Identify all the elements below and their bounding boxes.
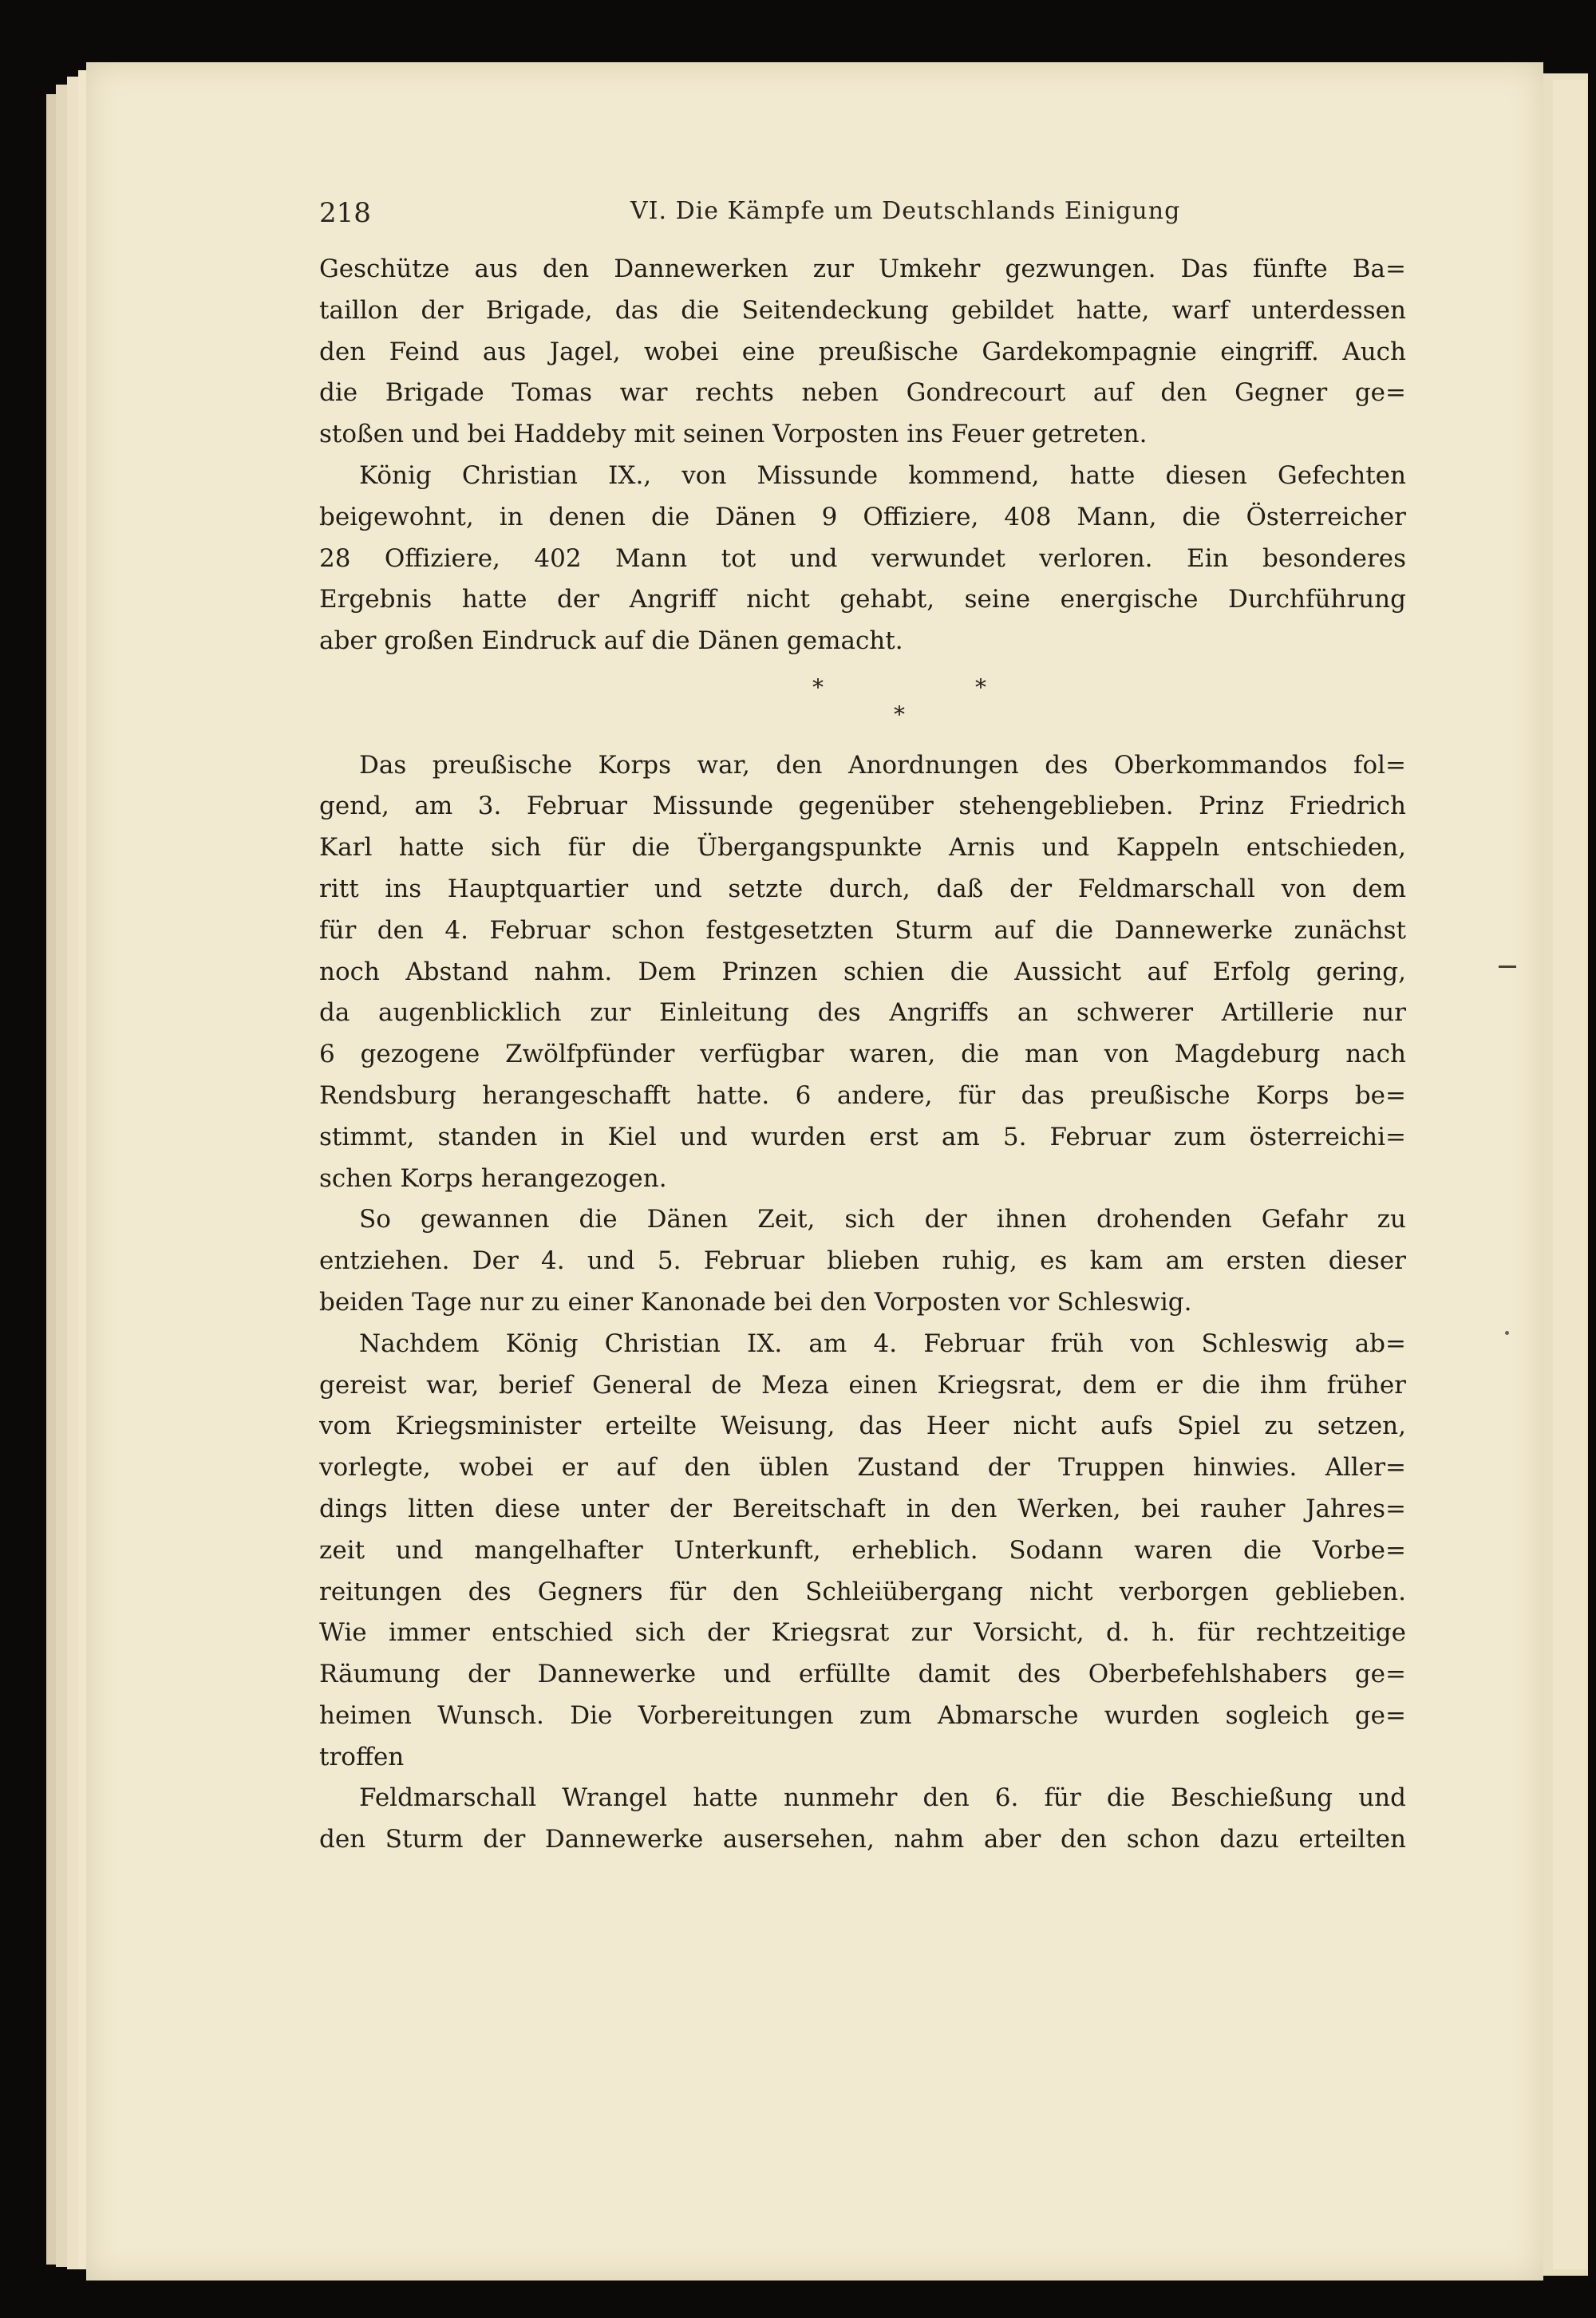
text-line: Nachdem König Christian IX. am 4. Februar früh von Schleswig ab= xyxy=(359,1329,1406,1358)
text-line: ritt ins Hauptquartier und setzte durch, daß der Feldmarschall von dem xyxy=(319,874,1406,903)
margin-pencil-mark xyxy=(1499,966,1516,968)
text-line: Räumung der Dannewerke und erfüllte damit des Oberbefehlshabers ge= xyxy=(319,1660,1406,1689)
running-title: VI. Die Kämpfe um Deutschlands Einigung xyxy=(630,197,1181,225)
text-line: Ergebnis hatte der Angriff nicht gehabt, seine energische Durchführung xyxy=(319,585,1406,614)
text-line: entziehen. Der 4. und 5. Februar blieben ruhig, es kam am ersten dieser xyxy=(319,1246,1406,1276)
facing-page-edge xyxy=(1553,80,1586,2269)
text-line: beiden Tage nur zu einer Kanonade bei den Vorposten vor Schleswig. xyxy=(319,1287,1192,1317)
text-line: vorlegte, wobei er auf den üblen Zustand der Truppen hinwies. Aller= xyxy=(319,1453,1406,1483)
page-header xyxy=(319,188,1404,235)
text-line: heimen Wunsch. Die Vorbereitungen zum Abmarsche wurden sogleich ge= xyxy=(319,1700,1406,1730)
text-line: troffen xyxy=(319,1742,405,1771)
text-line: 28 Offiziere, 402 Mann tot und verwundet verloren. Ein besonderes xyxy=(319,543,1406,573)
body-text xyxy=(319,249,1406,1861)
text-line: Karl hatte sich für die Übergangspunkte Arnis und Kappeln entschieden, xyxy=(319,833,1406,863)
text-line: Das preußische Korps war, den Anordnungen des Oberkommandos fol= xyxy=(359,750,1406,780)
text-line: schen Korps herangezogen. xyxy=(319,1163,667,1193)
asterisk: * xyxy=(894,701,905,728)
text-line: den Feind aus Jagel, wobei eine preußische Gardekompagnie eingriff. Auch xyxy=(319,337,1406,366)
text-line: stimmt, standen in Kiel und wurden erst am 5. Februar zum österreichi= xyxy=(319,1122,1406,1151)
text-line: stoßen und bei Haddeby mit seinen Vorposten ins Feuer getreten. xyxy=(319,420,1148,449)
text-line: vom Kriegsminister erteilte Weisung, das Heer nicht aufs Spiel zu setzen, xyxy=(319,1412,1406,1441)
text-line: dings litten diese unter der Bereitschaft in den Werken, bei rauher Jahres= xyxy=(319,1494,1406,1523)
text-line: Rendsburg herangeschafft hatte. 6 andere, für das preußische Korps be= xyxy=(319,1080,1406,1110)
text-line: reitungen des Gegners für den Schleiübergang nicht verborgen geblieben. xyxy=(319,1577,1406,1606)
text-line: die Brigade Tomas war rechts neben Gondrecourt auf den Gegner ge= xyxy=(319,378,1406,408)
text-line: Wie immer entschied sich der Kriegsrat zur Vorsicht, d. h. für rechtzeitige xyxy=(319,1618,1406,1648)
text-line: zeit und mangelhafter Unterkunft, erheblich. Sodann waren die Vorbe= xyxy=(319,1535,1406,1565)
text-line: aber großen Eindruck auf die Dänen gemacht. xyxy=(319,626,903,656)
text-line: den Sturm der Dannewerke ausersehen, nahm aber den schon dazu erteilten xyxy=(319,1825,1406,1854)
text-line: So gewannen die Dänen Zeit, sich der ihnen drohenden Gefahr zu xyxy=(359,1205,1406,1234)
text-line: gend, am 3. Februar Missunde gegenüber stehengeblieben. Prinz Friedrich xyxy=(319,792,1406,821)
text-line: 6 gezogene Zwölfpfünder verfügbar waren, die man von Magdeburg nach xyxy=(319,1040,1406,1069)
asterisk: * xyxy=(975,673,986,701)
text-line: taillon der Brigade, das die Seitendeckung gebildet hatte, warf unterdessen xyxy=(319,295,1406,325)
page-number: 218 xyxy=(319,197,371,229)
text-line: gereist war, berief General de Meza einen Kriegsrat, dem er die ihm früher xyxy=(319,1370,1406,1400)
text-line: da augenblicklich zur Einleitung des Angriffs an schwerer Artillerie nur xyxy=(319,998,1406,1028)
section-separator xyxy=(319,662,1406,745)
margin-dot xyxy=(1505,1331,1509,1335)
text-line: für den 4. Februar schon festgesetzten Sturm auf die Dannewerke zunächst xyxy=(319,915,1406,945)
text-line: noch Abstand nahm. Dem Prinzen schien die Aussicht auf Erfolg gering, xyxy=(319,957,1406,986)
text-line: Feldmarschall Wrangel hatte nunmehr den 6. für die Beschießung und xyxy=(359,1783,1406,1813)
text-line: beigewohnt, in denen die Dänen 9 Offiziere, 408 Mann, die Österreicher xyxy=(319,502,1406,531)
asterisk: * xyxy=(812,673,824,701)
text-line: König Christian IX., von Missunde kommend, hatte diesen Gefechten xyxy=(359,460,1406,490)
text-line: Geschütze aus den Dannewerken zur Umkehr gezwungen. Das fünfte Ba= xyxy=(319,255,1406,283)
